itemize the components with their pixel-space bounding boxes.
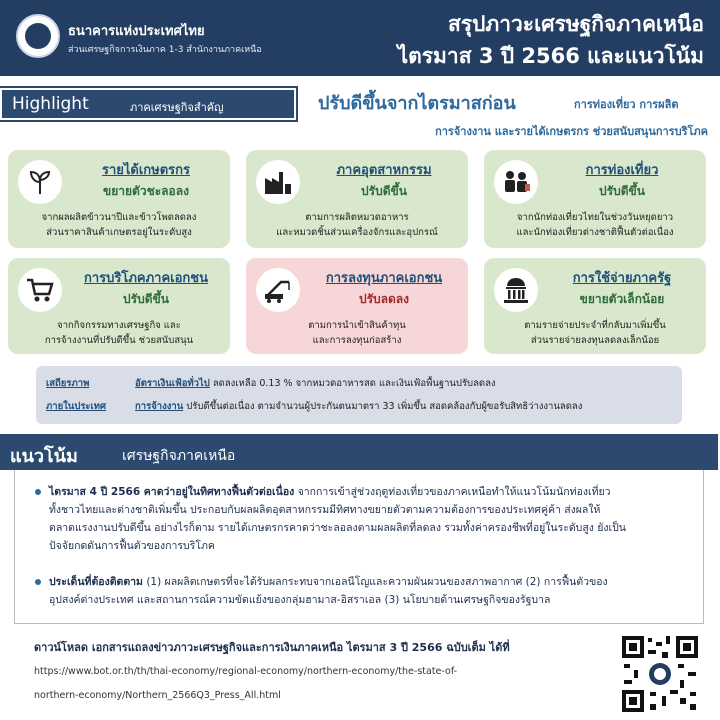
page-title-period: ไตรมาส 3 ปี 2566 และแนวโน้ม [397, 44, 704, 68]
outlook-box [14, 452, 704, 624]
card-description: จากกิจกรรมทางเศรษฐกิจ และ การจ้างงานที่ปรับดีขึ้น ช่วยสนับสนุน [44, 320, 194, 346]
card-tourism [484, 150, 706, 248]
inflation-row [46, 376, 496, 391]
bot-logo [16, 14, 60, 58]
qr-code[interactable] [620, 634, 700, 714]
card-status: ขยายตัวชะลอลง [103, 184, 189, 198]
page-header [0, 0, 720, 76]
bullet-icon [33, 577, 45, 589]
download-text: ดาวน์โหลด เอกสารแถลงข่าวภาวะเศรษฐกิจและการเงินภาคเหนือ ไตรมาส 3 ปี 2566 ฉบับเต็ม ได้ที่ [34, 641, 510, 654]
outlook-subtitle: เศรษฐกิจภาคเหนือ [122, 448, 236, 464]
stability-key: เสถียรภาพ [46, 378, 90, 389]
highlight-label-thai: ภาคเศรษฐกิจสำคัญ [130, 101, 224, 114]
domestic-key: ภายในประเทศ [46, 401, 107, 412]
card-description: จากนักท่องเที่ยวไทยในช่วงวันหยุดยาว และนักท่องเที่ยวต่างชาติฟื้นตัวต่อเนื่อง [516, 212, 674, 238]
card-description: จากผลผลิตข้าวนาปีและข้าวโพดลดลง ส่วนราคาสินค้าเกษตรอยู่ในระดับสูง [41, 212, 197, 238]
factory-icon [256, 160, 300, 204]
highlight-headline-tail: การท่องเที่ยว การผลิต [574, 98, 679, 111]
card-title: การลงทุนภาคเอกชน [325, 271, 443, 286]
card-title: รายได้เกษตรกร [101, 163, 191, 178]
card-status: ปรับดีขึ้น [123, 292, 169, 306]
card-status: ขยายตัวเล็กน้อย [579, 292, 665, 306]
card-farm-income [8, 150, 230, 248]
page-title: สรุปภาวะเศรษฐกิจภาคเหนือ [447, 12, 704, 36]
card-title: การท่องเที่ยว [585, 163, 659, 178]
outlook-banner [0, 434, 718, 470]
card-government-spending [484, 258, 706, 354]
card-description: ตามการนำเข้าสินค้าทุน และการลงทุนก่อสร้าง [308, 320, 406, 346]
card-title: การบริโภคภาคเอกชน [83, 271, 209, 286]
card-status: ปรับดีขึ้น [361, 184, 407, 198]
card-status: ปรับดีขึ้น [599, 184, 645, 198]
highlight-subline: การจ้างงาน และรายได้เกษตรกร ช่วยสนับสนุนการบริโภค [435, 125, 708, 138]
bank-subtitle: ส่วนเศรษฐกิจการเงินภาค 1-3 สำนักงานภาคเหนือ [68, 45, 262, 55]
card-status: ปรับลดลง [358, 292, 410, 306]
card-description: ตามการผลิตหมวดอาหาร และหมวดชิ้นส่วนเครื่องจักรและอุปกรณ์ [276, 212, 438, 238]
stability-box [36, 366, 682, 424]
bank-name: ธนาคารแห่งประเทศไทย [68, 24, 205, 39]
download-link-cont[interactable]: northern-economy/Northern_2566Q3_Press_All.html [34, 690, 281, 701]
highlight-headline: ปรับดีขึ้นจากไตรมาสก่อน [318, 93, 516, 114]
outlook-point-2: ประเด็นที่ต้องติดตาม (1) ผลผลิตเกษตรที่จะได้รับผลกระทบจากเอลนีโญและความผันผวนของสภาพอากาศ (2) การฟื้นตัวของ อุปสงค์ต่างประเทศ และสถานการณ์ความขัดแย้งของกลุ่มฮามาส-อิสราเอล (3) นโยบายด้านเศรษฐกิจของรัฐบาล [49, 576, 608, 606]
government-building-icon [494, 268, 538, 312]
crane-icon [256, 268, 300, 312]
inflation-label: อัตราเงินเฟ้อทั่วไป [135, 378, 210, 389]
card-private-consumption [8, 258, 230, 354]
inflation-text: ลดลงเหลือ 0.13 % จากหมวดอาหารสด และเงินเฟ้อพื้นฐานปรับลดลง [212, 378, 496, 389]
outlook-point-1: ไตรมาส 4 ปี 2566 คาดว่าอยู่ในทิศทางฟื้นตัวต่อเนื่อง จากการเข้าสู่ช่วงฤดูท่องเที่ยวของภาคเหนือทำให้แนวโน้มนักท่องเที่ยว ทั้งชาวไทยและต่างชาติเพิ่มขึ้น ประกอบกับผลผลิตอุตสาหกรรมมีทิศทางขยายตัวตามความต้องการของประเทศคู่ค้า ส่งผลให้ ตลาดแรงงานปรับดีขึ้น อย่างไรก็ตาม รายได้เกษตรกรคาดว่าชะลอลงตามผลผลิตที่ลดลง รวมทั้งค่าครองชีพที่อยู่ในระดับสูง ยังเป็น ปัจจัยกดดันการฟื้นตัวของการบริโภค [49, 486, 626, 552]
shopping-cart-icon [18, 268, 62, 312]
employment-row [46, 399, 582, 414]
card-title: ภาคอุตสาหกรรม [336, 163, 432, 178]
bullet-icon [33, 487, 45, 499]
card-industry [246, 150, 468, 248]
card-description: ตามรายจ่ายประจำที่กลับมาเพิ่มขึ้น ส่วนรายจ่ายลงทุนลดลงเล็กน้อย [524, 320, 666, 346]
employment-label: การจ้างงาน [135, 401, 184, 412]
plant-icon [18, 160, 62, 204]
card-title: การใช้จ่ายภาครัฐ [572, 271, 672, 286]
highlight-label: Highlight [12, 94, 89, 114]
employment-text: ปรับดีขึ้นต่อเนื่อง ตามจำนวนผู้ประกันตนมาตรา 33 เพิ่มขึ้น สอดคล้องกับผู้ขอรับสิทธิว่างงานลดลง [186, 401, 583, 412]
outlook-title: แนวโน้ม [10, 446, 78, 467]
highlight-banner [0, 88, 296, 120]
card-private-investment [246, 258, 468, 354]
tourist-icon [494, 160, 538, 204]
download-link[interactable]: https://www.bot.or.th/th/thai-economy/regional-economy/northern-economy/the-state-of- [34, 666, 458, 677]
